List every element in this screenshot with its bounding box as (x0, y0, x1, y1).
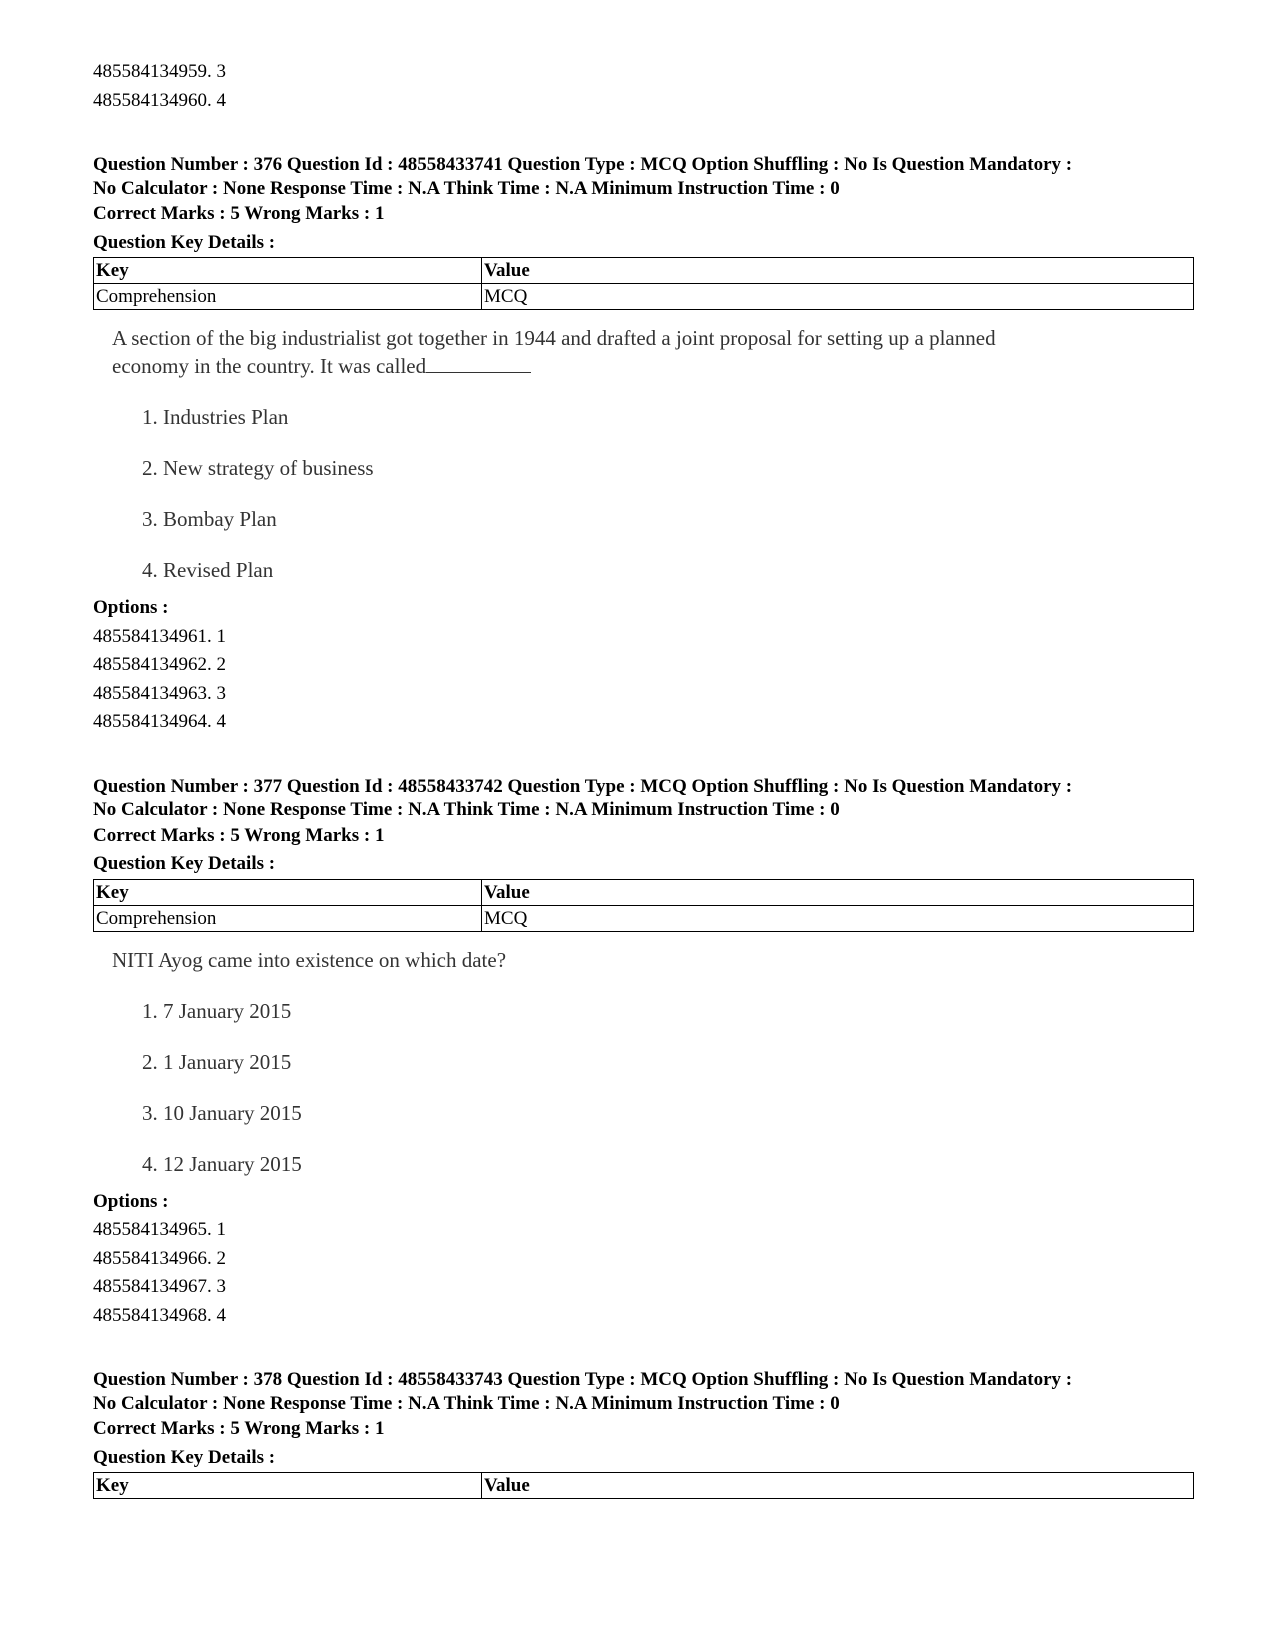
question-image-text (112, 946, 1193, 1178)
option-line: 485584134964. 4 (93, 711, 226, 732)
question-stem-line-1: A section of the big industrialist got together in 1944 and drafted a joint proposal for setting up a planned (112, 326, 996, 350)
table-header-key: Key (94, 879, 482, 905)
answer-choice: 4. 12 January 2015 (142, 1151, 302, 1176)
option-line: 485584134968. 4 (93, 1304, 226, 1326)
table-header-value: Value (482, 879, 1194, 905)
question-stem-line-2: economy in the country. It was called (112, 354, 427, 378)
question-block-378 (93, 1368, 1193, 1499)
table-header-value: Value (482, 258, 1194, 284)
key-details-label: Question Key Details : (93, 1446, 276, 1468)
answer-choice: 2. New strategy of business (142, 456, 374, 480)
question-meta-line-1: Question Number : 378 Question Id : 48558433743 Question Type : MCQ Option Shuffling : No Is Question Mandatory : (93, 1369, 1073, 1390)
question-meta-line-1: Question Number : 377 Question Id : 48558433742 Question Type : MCQ Option Shuffling : No Is Question Mandatory : (93, 775, 1073, 797)
answer-blank (426, 354, 531, 373)
key-details-label: Question Key Details : (93, 231, 276, 253)
table-cell-key: Comprehension (94, 284, 482, 310)
table-cell-key: Comprehension (94, 905, 482, 931)
question-block-376 (93, 153, 1193, 737)
options-label: Options : (93, 1190, 169, 1212)
table-header-key: Key (94, 1473, 482, 1499)
option-line: 485584134963. 3 (93, 682, 226, 704)
answer-choice: 3. Bombay Plan (142, 507, 277, 531)
question-stem (112, 324, 1193, 380)
option-line: 485584134966. 2 (93, 1247, 226, 1269)
question-meta-line-2: No Calculator : None Response Time : N.A Think Time : N.A Minimum Instruction Time : 0 (93, 177, 840, 199)
table-cell-value: MCQ (482, 905, 1194, 931)
key-details-label: Question Key Details : (93, 853, 276, 874)
key-details-table (93, 257, 1194, 310)
table-row (94, 905, 1194, 931)
question-stem (112, 946, 1193, 974)
table-header-value: Value (482, 1473, 1194, 1499)
answer-choice: 1. Industries Plan (142, 405, 289, 429)
table-header-row (94, 258, 1194, 284)
table-row (94, 284, 1194, 310)
question-marks: Correct Marks : 5 Wrong Marks : 1 (93, 203, 385, 224)
question-meta-line-2: No Calculator : None Response Time : N.A Think Time : N.A Minimum Instruction Time : 0 (93, 1392, 840, 1414)
question-marks: Correct Marks : 5 Wrong Marks : 1 (93, 824, 385, 846)
question-stem-line-1: NITI Ayog came into existence on which date? (112, 947, 507, 972)
question-meta-line-1: Question Number : 376 Question Id : 48558433741 Question Type : MCQ Option Shuffling : No Is Question Mandatory : (93, 154, 1073, 175)
option-line: 485584134962. 2 (93, 654, 226, 675)
answer-choice: 1. 7 January 2015 (142, 998, 292, 1023)
option-line: 485584134967. 3 (93, 1276, 226, 1297)
option-line: 485584134965. 1 (93, 1219, 226, 1240)
question-block-377 (93, 775, 1193, 1331)
key-details-table (93, 1472, 1194, 1499)
answer-choice: 4. Revised Plan (142, 558, 274, 582)
table-header-key: Key (94, 258, 482, 284)
options-label: Options : (93, 597, 169, 618)
option-line: 485584134961. 1 (93, 625, 226, 647)
table-cell-value: MCQ (482, 284, 1194, 310)
question-image-text (112, 324, 1193, 584)
table-header-row (94, 879, 1194, 905)
previous-question-options (93, 58, 1193, 115)
question-meta-line-2: No Calculator : None Response Time : N.A Think Time : N.A Minimum Instruction Time : 0 (93, 799, 840, 820)
table-header-row (94, 1473, 1194, 1499)
answer-choice: 2. 1 January 2015 (142, 1049, 292, 1074)
question-marks: Correct Marks : 5 Wrong Marks : 1 (93, 1418, 385, 1439)
answer-choice: 3. 10 January 2015 (142, 1100, 302, 1125)
option-line: 485584134960. 4 (93, 89, 226, 111)
document-page (93, 58, 1193, 1499)
key-details-table (93, 879, 1194, 932)
option-line: 485584134959. 3 (93, 61, 226, 82)
